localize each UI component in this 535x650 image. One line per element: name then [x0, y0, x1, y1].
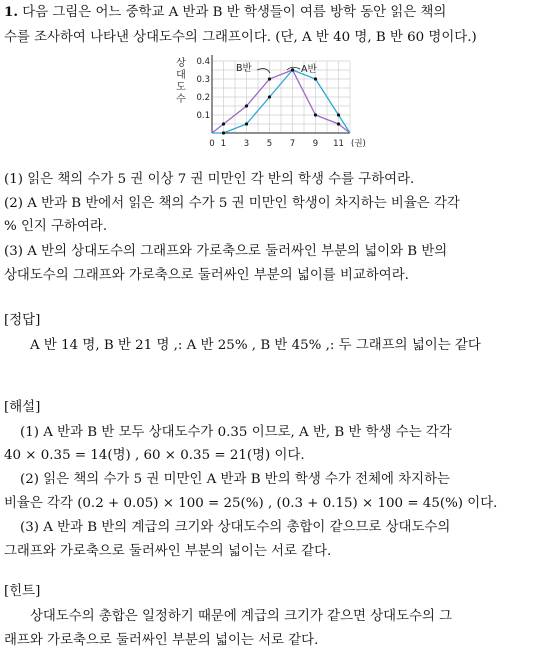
y-axis-label-char: 대 [176, 70, 186, 81]
explanation-line-2: 40 × 0.35 = 14(명) , 60 × 0.35 = 21(명) 이다. [4, 448, 305, 463]
y-tick-label: 0.4 [196, 57, 210, 67]
explanation-line-1: (1) A 반과 B 반 모두 상대도수가 0.35 이므로, A 반, B 반 학생 수는 각각 [20, 425, 452, 440]
y-tick-label: 0.3 [196, 75, 210, 85]
series-label-a: A반 [301, 64, 317, 75]
explanation-line-5: (3) A 반과 B 반의 계급의 크기와 상대도수의 총합이 같으므로 상대도수의 [20, 520, 451, 535]
data-point-b [245, 104, 248, 107]
data-point-b [268, 77, 271, 80]
x-tick-label: 11 [333, 139, 344, 149]
x-axis-label: (권) [351, 139, 366, 149]
explanation-label: [해설] [4, 400, 41, 415]
question-3-line-1: (3) A 반의 상대도수의 그래프와 가로축으로 둘러싸인 부분의 넓이와 B 반의 [4, 244, 448, 259]
data-point-a [314, 77, 317, 80]
x-tick-label: 5 [266, 139, 273, 149]
data-point-a [291, 68, 294, 71]
data-point-b [314, 113, 317, 116]
y-axis-label-char: 수 [176, 94, 186, 105]
answer-text: A 반 14 명, B 반 21 명 ,: A 반 25% , B 반 45% ,: 두 그래프의 넓이는 같다 [30, 338, 481, 353]
question-2-line-1: (2) A 반과 B 반에서 읽은 책의 수가 5 권 미만인 학생이 차지하는 비율은 각각 [4, 196, 460, 211]
data-point-b [222, 122, 225, 125]
data-point-a [268, 95, 271, 98]
y-axis-label-char: 상 [176, 58, 186, 69]
x-tick-label: 7 [289, 139, 296, 149]
hint-line-1: 상대도수의 총합은 일정하기 때문에 계급의 크기가 같으면 상대도수의 그 [30, 609, 453, 624]
y-axis-label-char: 도 [176, 82, 186, 93]
series-label-b: B반 [236, 63, 252, 74]
explanation-line-3: (2) 읽은 책의 수가 5 권 미만인 A 반과 B 반의 학생 수가 전체에 차지하는 [20, 472, 450, 487]
question-3-line-2: 상대도수의 그래프와 가로축으로 둘러싸인 부분의 넓이를 비교하여라. [4, 268, 409, 283]
problem-stem-line-2: 수를 조사하여 나타낸 상대도수의 그래프이다. (단, A 반 40 명, B 반 60 명이다.) [4, 30, 477, 45]
hint-label: [힌트] [4, 584, 41, 599]
x-tick-label: 1 [220, 139, 227, 149]
question-1: (1) 읽은 책의 수가 5 권 이상 7 권 미만인 각 반의 학생 수를 구하여라. [4, 172, 415, 187]
explanation-line-4: 비율은 각각 (0.2 + 0.05) × 100 = 25(%) , (0.3 + 0.15) × 100 = 45(%) 이다. [4, 496, 498, 511]
answer-label: [정답] [4, 313, 41, 328]
problem-number: 1. [4, 4, 18, 20]
question-2-line-2: % 인지 구하여라. [4, 219, 108, 234]
data-point-b [337, 122, 340, 125]
explanation-line-6: 그래프와 가로축으로 둘러싸인 부분의 넓이는 서로 같다. [4, 544, 332, 559]
chart-grid [212, 61, 350, 133]
y-tick-label: 0.1 [196, 111, 210, 121]
series-leader-b [257, 69, 270, 73]
hint-line-2: 래프와 가로축으로 둘러싸인 부분의 넓이는 서로 같다. [4, 633, 319, 648]
problem-stem-text-1: 다음 그림은 어느 중학교 A 반과 B 반 학생들이 여름 방학 동안 읽은 책의 [22, 5, 447, 20]
data-point-a [245, 122, 248, 125]
data-point-a [222, 131, 225, 134]
data-point-a [337, 113, 340, 116]
x-tick-label: 3 [243, 139, 250, 149]
x-tick-label: 0 [209, 139, 215, 149]
x-tick-label: 9 [312, 139, 319, 149]
y-tick-label: 0.2 [196, 93, 210, 103]
